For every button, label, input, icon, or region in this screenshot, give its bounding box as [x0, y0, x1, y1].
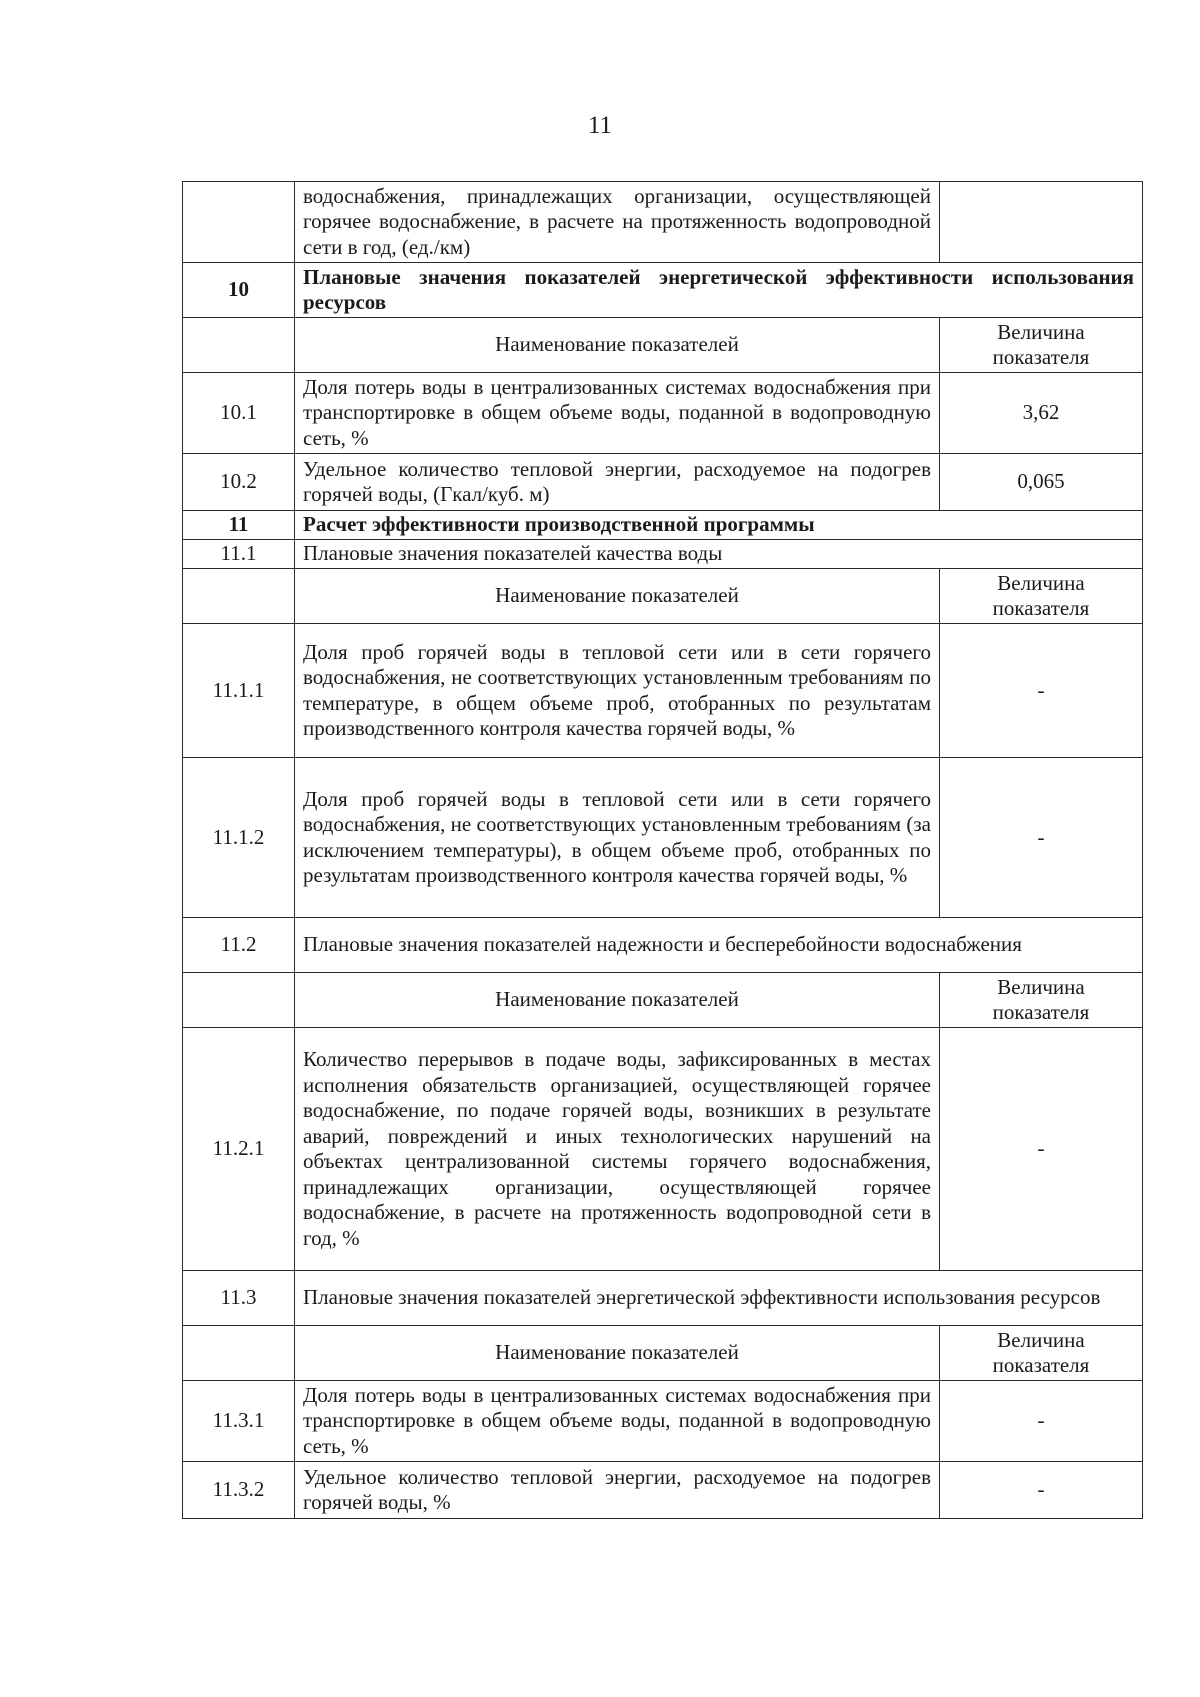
header-empty-cell — [183, 1326, 295, 1381]
name-column-header: Наименование показателей — [295, 973, 940, 1028]
indicator-value: - — [940, 758, 1143, 918]
section-number: 11.2 — [183, 918, 295, 973]
section-title: Расчет эффективности производственной программы — [295, 511, 1143, 540]
table-row — [183, 1028, 1143, 1271]
value-header-line-1: Величина — [997, 1327, 1085, 1352]
indicator-text: Доля проб горячей воды в тепловой сети или в сети горячего водоснабжения, не соответствующих установленным требованиям (за исключением температуры), в общем объеме проб, отобранных по результатам производственного контроля качества горячей воды, % — [295, 758, 940, 918]
indicator-value: - — [940, 1028, 1143, 1271]
table-row — [183, 1462, 1143, 1519]
section-number: 10 — [183, 263, 295, 318]
section-row — [183, 918, 1143, 973]
row-number: 10.2 — [183, 454, 295, 511]
column-header-row — [183, 569, 1143, 624]
row-number: 11.3.1 — [183, 1381, 295, 1462]
section-title: Плановые значения показателей надежности и бесперебойности водоснабжения — [295, 918, 1143, 973]
table-row — [183, 624, 1143, 758]
indicator-text: Доля потерь воды в централизованных системах водоснабжения при транспортировке в общем объеме воды, поданной в водопроводную сеть, % — [295, 373, 940, 454]
value-header-line-1: Величина — [997, 319, 1085, 344]
table-row — [183, 758, 1143, 918]
column-header-row — [183, 973, 1143, 1028]
row-number: 11.1.2 — [183, 758, 295, 918]
section-title: Плановые значения показателей энергетической эффективности использования ресурсов — [295, 1271, 1143, 1326]
indicator-text: Удельное количество тепловой энергии, расходуемое на подогрев горячей воды, % — [295, 1462, 940, 1519]
section-number: 11 — [183, 511, 295, 540]
indicator-text: Количество перерывов в подаче воды, зафиксированных в местах исполнения обязательств организацией, осуществляющей горячее водоснабжение, по подаче горячей воды, возникших в результате аварий, повреждений и иных технологических нарушений на объектах централизованной системы горячего водоснабжения, принадлежащих организации, осуществляющей горячее водоснабжение, в расчете на протяженность водопроводной сети в год, % — [295, 1028, 940, 1271]
header-empty-cell — [183, 569, 295, 624]
section-row — [183, 1271, 1143, 1326]
header-empty-cell — [183, 318, 295, 373]
table-row — [183, 182, 1143, 263]
section-row — [183, 263, 1143, 318]
section-number: 11.1 — [183, 540, 295, 569]
name-column-header: Наименование показателей — [295, 1326, 940, 1381]
row-number: 11.1.1 — [183, 624, 295, 758]
indicator-text: Доля потерь воды в централизованных системах водоснабжения при транспортировке в общем объеме воды, поданной в водопроводную сеть, % — [295, 1381, 940, 1462]
section-title: Плановые значения показателей качества воды — [295, 540, 1143, 569]
indicator-value — [940, 182, 1143, 263]
value-header-line-2: показателя — [992, 345, 1090, 369]
value-header-line-1: Величина — [997, 974, 1085, 999]
indicator-value: - — [940, 1381, 1143, 1462]
value-header-line-2: показателя — [992, 1000, 1090, 1024]
section-row — [183, 540, 1143, 569]
value-header-line-2: показателя — [992, 1353, 1090, 1377]
indicator-value: - — [940, 624, 1143, 758]
section-row — [183, 511, 1143, 540]
table-row — [183, 454, 1143, 511]
header-empty-cell — [183, 973, 295, 1028]
indicators-table — [182, 181, 1143, 1519]
row-number: 11.3.2 — [183, 1462, 295, 1519]
page-number: 11 — [587, 112, 613, 139]
value-column-header — [940, 569, 1143, 624]
column-header-row — [183, 318, 1143, 373]
value-column-header — [940, 973, 1143, 1028]
name-column-header: Наименование показателей — [295, 318, 940, 373]
table-row — [183, 1381, 1143, 1462]
name-column-header: Наименование показателей — [295, 569, 940, 624]
value-header-line-2: показателя — [992, 596, 1090, 620]
indicator-text: Удельное количество тепловой энергии, расходуемое на подогрев горячей воды, (Гкал/куб. м) — [295, 454, 940, 511]
value-column-header — [940, 318, 1143, 373]
indicator-value: 3,62 — [940, 373, 1143, 454]
table-row — [183, 373, 1143, 454]
section-number: 11.3 — [183, 1271, 295, 1326]
column-header-row — [183, 1326, 1143, 1381]
indicator-text: Доля проб горячей воды в тепловой сети или в сети горячего водоснабжения, не соответствующих установленным требованиям по температуре, в общем объеме проб, отобранных по результатам производственного контроля качества горячей воды, % — [295, 624, 940, 758]
indicator-value: 0,065 — [940, 454, 1143, 511]
value-header-line-1: Величина — [997, 570, 1085, 595]
indicator-text: водоснабжения, принадлежащих организации, осуществляющей горячее водоснабжение, в расчете на протяженность водопроводной сети в год, (ед./км) — [295, 182, 940, 263]
row-number: 10.1 — [183, 373, 295, 454]
indicator-value: - — [940, 1462, 1143, 1519]
row-number: 11.2.1 — [183, 1028, 295, 1271]
row-number — [183, 182, 295, 263]
section-title: Плановые значения показателей энергетической эффективности использования ресурсов — [295, 263, 1143, 318]
value-column-header — [940, 1326, 1143, 1381]
